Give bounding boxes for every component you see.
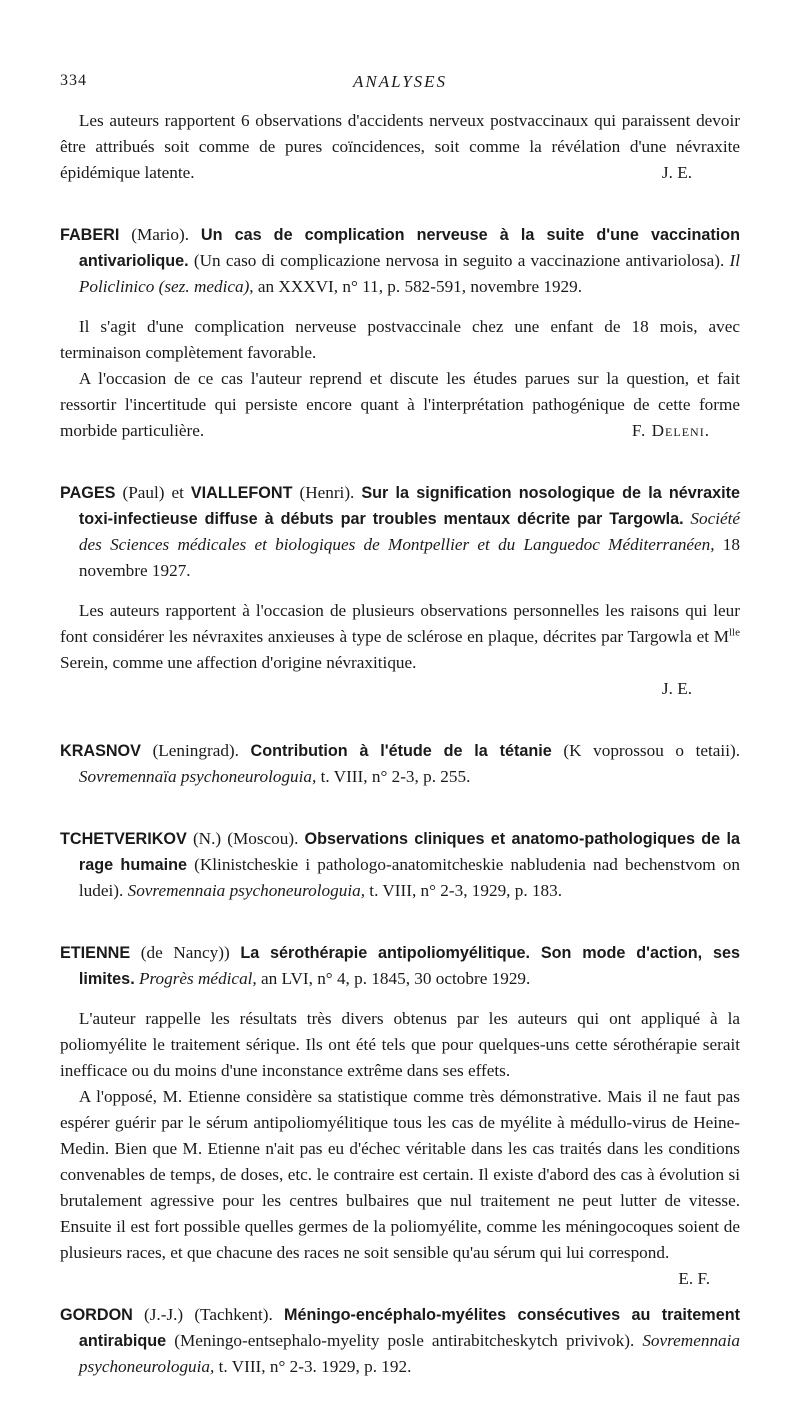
- krasnov-author-rest: (Leningrad).: [140, 741, 251, 760]
- entry-intro: [60, 108, 740, 186]
- etienne-author: ETIENNE: [60, 944, 131, 962]
- etienne-author-rest: (de Nancy)): [130, 943, 241, 962]
- faberi-author-rest: (Mario).: [119, 225, 201, 244]
- pages-author-1-rest: (Paul) et: [115, 483, 191, 502]
- pages-title: Sur la signification nosologique de la névraxite toxi-infectieuse diffuse à débuts par troubles mentaux décrite par Targowla.: [78, 484, 740, 528]
- entry-krasnov: [60, 738, 740, 790]
- tchetverikov-author-rest: (N.) (Moscou).: [186, 829, 305, 848]
- pages-ref: 18 novembre 1927.: [78, 535, 740, 580]
- etienne-ref: an LVI, n° 4, p. 1845, 30 octobre 1929.: [256, 969, 531, 988]
- gordon-author-rest: (J.-J.) (Tachkent).: [132, 1305, 284, 1324]
- etienne-para-1: L'auteur rappelle les résultats très divers obtenus par les auteurs qui ont appliqué à la poliomyélite le traitement sérique. Ils ont été tels que pour quelques-uns cette sérothérapie serait inefficace ou du moins d'une inconstance extrême dans ses effets.: [60, 1009, 740, 1080]
- entry-gordon: [60, 1302, 740, 1380]
- pages-text-b: Serein, comme une affection d'origine névraxitique.: [60, 653, 417, 672]
- etienne-reference: [60, 940, 740, 992]
- etienne-journal: Progrès médical,: [134, 969, 257, 988]
- faberi-para-1: Il s'agit d'une complication nerveuse postvaccinale chez une enfant de 18 mois, avec terminaison complètement favorable.: [60, 317, 740, 362]
- pages-author-2: VIALLEFONT: [190, 484, 293, 502]
- pages-author-1: PAGES: [60, 484, 116, 502]
- tchetverikov-journal: Sovremennaia psychoneurologuia,: [127, 881, 365, 900]
- faberi-reference: [60, 222, 740, 300]
- entry-etienne: [60, 940, 740, 1288]
- etienne-para-2-text: A l'opposé, M. Etienne considère sa statistique comme très démonstrative. Mais il ne faut pas espérer guérir par le sérum antipoliomyélitique tous les cas de myélite à médullo-virus de Heine-Medin. Bien que M. Etienne n'ait pas eu d'échec véritable dans les cas traités dans les conditions convenables de temps, de doses, etc. le contraire est certain. Il existe d'abord des cas à évolution si brutalement agressive pour les centres bulbaires que nul traitement ne peut lutter de vitesse. Ensuite il est fort possible quelles germes de la poliomyélite, comme les méningocoques soient de plusieurs races, et que chacune des races ne soit sensible qu'au sérum qui lui correspond.: [60, 1087, 740, 1262]
- faberi-journal: Il Policlinico (sez. medica): [78, 251, 740, 296]
- entry-faberi: [60, 222, 740, 444]
- pages-journal: Société des Sciences médicales et biologiques de Montpellier et du Languedoc Méditerranéen,: [78, 509, 741, 554]
- faberi-ref: , an XXXVI, n° 11, p. 582-591, novembre 1929.: [249, 277, 583, 296]
- tchetverikov-author: TCHETVERIKOV: [60, 830, 187, 848]
- pages-author-2-rest: (Henri).: [292, 483, 362, 502]
- pages-reference: [60, 480, 740, 584]
- tchetverikov-translation: (Klinistcheskie i pathologo-anatomitcheskie nabludenia nad bechenstvom on ludei).: [78, 855, 740, 900]
- gordon-journal: Sovremennaia psychoneurologuia,: [78, 1331, 740, 1376]
- gordon-ref: t. VIII, n° 2-3. 1929, p. 192.: [214, 1357, 412, 1376]
- pages-paragraph: [60, 598, 740, 676]
- gordon-translation: (Meningo-entsephalo-myelity posle antirabitcheskytch privivok).: [166, 1331, 643, 1350]
- gordon-reference: [60, 1302, 740, 1380]
- etienne-title: La sérothérapie antipoliomyélitique. Son mode d'action, ses limites.: [78, 944, 740, 988]
- tchetverikov-reference: [60, 826, 740, 904]
- gordon-author: GORDON: [60, 1306, 133, 1324]
- page-body: [60, 108, 740, 1380]
- pages-text-a: Les auteurs rapportent à l'occasion de plusieurs observations personnelles les raisons qui leur font considérer les névraxites anxieuses à type de sclérose en plaque, décrites par Targowla et M: [60, 601, 740, 646]
- faberi-para-2-text: A l'occasion de ce cas l'auteur reprend et discute les études parues sur la question, et fait ressortir l'incertitude qui persiste encore quant à l'interprétation pathogénique de cette forme morbide particulière.: [60, 369, 740, 440]
- krasnov-author: KRASNOV: [60, 742, 141, 760]
- faberi-title: Un cas de complication nerveuse à la suite d'une vaccination antivariolique.: [78, 226, 741, 270]
- faberi-para-2: [60, 366, 740, 444]
- faberi-translation: (Un caso di complicazione nervosa in seguito a vaccinazione antivariolosa).: [188, 251, 730, 270]
- faberi-author: FABERI: [60, 226, 120, 244]
- pages-signature: J. E.: [661, 679, 692, 698]
- krasnov-journal: Sovremennaïa psychoneurologuia,: [78, 767, 317, 786]
- entry-pages: [60, 480, 740, 702]
- etienne-para-2: [60, 1084, 740, 1288]
- krasnov-ref: t. VIII, n° 2-3, p. 255.: [316, 767, 471, 786]
- running-title: ANALYSES: [352, 72, 448, 91]
- krasnov-translation: (K voprossou o tetaii).: [551, 741, 740, 760]
- page-number: 334: [60, 72, 87, 89]
- tchetverikov-title: Observations cliniques et anatomo-pathologiques de la rage humaine: [78, 830, 740, 874]
- pages-text-sup: lle: [729, 626, 740, 639]
- intro-paragraph: [60, 108, 740, 186]
- krasnov-reference: [60, 738, 740, 790]
- tchetverikov-ref: t. VIII, n° 2-3, 1929, p. 183.: [365, 881, 563, 900]
- intro-text: Les auteurs rapportent 6 observations d'accidents nerveux postvaccinaux qui paraissent devoir être attribués soit comme de pures coïncidences, soit comme la révélation d'une névraxite épidémique latente.: [60, 111, 740, 182]
- etienne-signature: E. F.: [678, 1269, 710, 1288]
- krasnov-title: Contribution à l'étude de la tétanie: [250, 742, 552, 760]
- page-header: [0, 72, 800, 96]
- intro-signature: J. E.: [661, 163, 692, 182]
- entry-tchetverikov: [60, 826, 740, 904]
- gordon-title: Méningo-encéphalo-myélites consécutives au traitement antirabique: [78, 1306, 740, 1350]
- faberi-signature: F. Deleni.: [631, 421, 710, 440]
